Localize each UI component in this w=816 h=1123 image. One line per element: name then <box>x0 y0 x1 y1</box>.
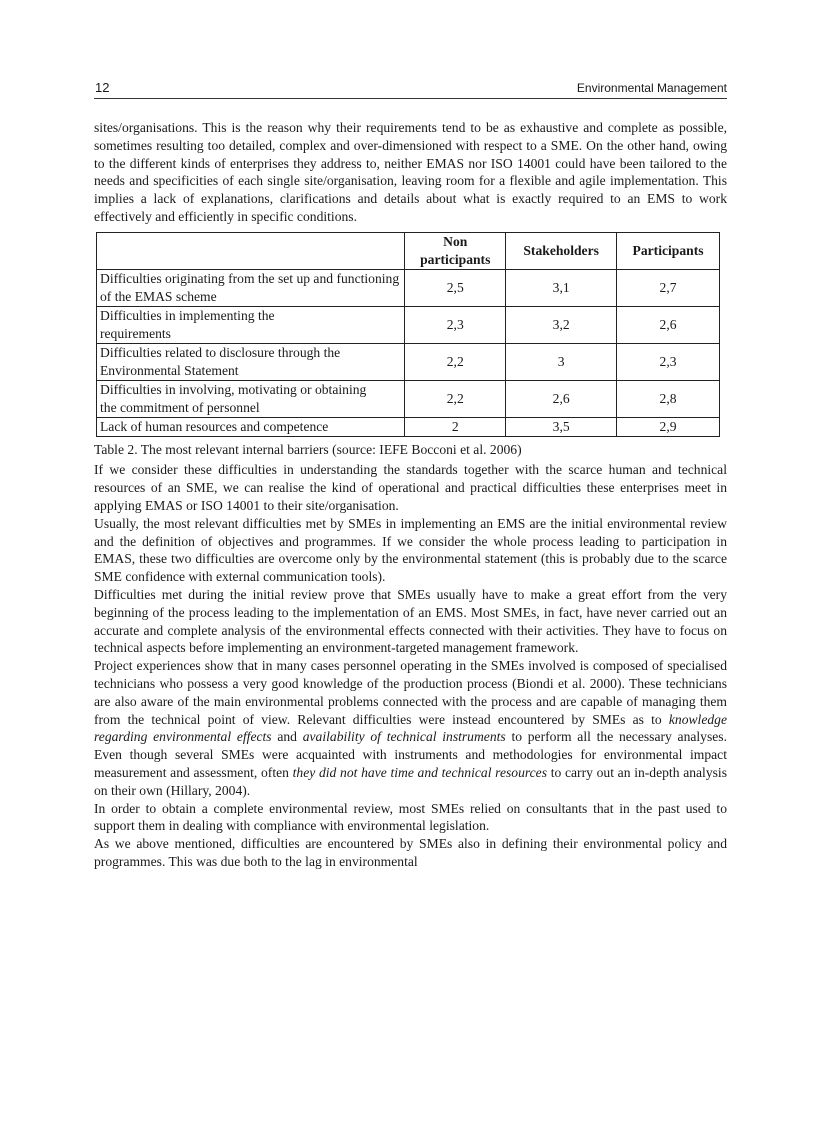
cell-value: 2,6 <box>506 380 617 417</box>
table-row <box>97 343 720 380</box>
paragraph-4-italic-3: they did not have time and technical resources <box>292 764 548 780</box>
cell-value: 2 <box>405 417 506 436</box>
table-header-blank <box>97 232 405 269</box>
paragraph-4-text-a: Project experiences show that in many cases personnel operating in the SMEs involved is composed of specialised technicians who possess a very good knowledge of the production process (Biondi et al. 2000). These technicians are also aware of the main environmental problems connected with the process and are capable of managing them from the technical point of view. Relevant difficulties were instead encountered by SMEs as to <box>94 658 727 727</box>
table-header-non-participants: Non participants <box>405 232 506 269</box>
paragraph-1: If we consider these difficulties in understanding the standards together with the scarce human and technical resources of an SME, we can realise the kind of operational and practical difficulties these enterprises meet in applying EMAS or ISO 14001 to their site/organisation. <box>94 462 727 513</box>
table-row <box>97 306 720 343</box>
barriers-table <box>96 232 720 437</box>
paragraph-4-text-c: to perform all the necessary analyses. Even though several SMEs were acquainted with instruments and methodologies for environmental impact measurement and assessment, often <box>94 729 727 780</box>
document-page <box>94 78 727 871</box>
paragraph-4-italic-2: availability of technical instruments <box>302 729 506 745</box>
paragraph-4-italic-1: knowledge regarding environmental effects <box>94 711 727 745</box>
row-label: Difficulties in implementing the requirements <box>97 306 405 343</box>
table-row <box>97 417 720 436</box>
table-header-row <box>97 232 720 269</box>
cell-value: 2,3 <box>405 306 506 343</box>
cell-value: 2,9 <box>617 417 720 436</box>
table-header-participants: Participants <box>617 232 720 269</box>
paragraph-4 <box>94 657 727 799</box>
cell-value: 3,2 <box>506 306 617 343</box>
table-header-stakeholders: Stakeholders <box>506 232 617 269</box>
paragraph-2: Usually, the most relevant difficulties met by SMEs in implementing an EMS are the initial environmental review and the definition of objectives and programmes. If we consider the whole process leading to participation in EMAS, these two difficulties are overcome only by the environmental statement (this is probably due to the scarce SME confidence with external communication tools). <box>94 515 727 585</box>
row-label: Lack of human resources and competence <box>97 417 405 436</box>
paragraph-6: As we above mentioned, difficulties are encountered by SMEs also in defining their environmental policy and programmes. This was due both to the lag in environmental <box>94 836 727 869</box>
row-label: Difficulties related to disclosure through the Environmental Statement <box>97 343 405 380</box>
running-header <box>94 78 727 99</box>
page-number: 12 <box>95 80 110 95</box>
paragraph-5: In order to obtain a complete environmental review, most SMEs relied on consultants that in the past used to support them in dealing with compliance with environmental legislation. <box>94 800 727 834</box>
row-label: Difficulties in involving, motivating or obtaining the commitment of personnel <box>97 380 405 417</box>
running-title: Environmental Management <box>576 81 727 95</box>
row-label: Difficulties originating from the set up and functioning of the EMAS scheme <box>97 269 405 306</box>
cell-value: 3 <box>506 343 617 380</box>
paragraph-4-text-b: and <box>271 729 303 745</box>
table-caption: Table 2. The most relevant internal barriers (source: IEFE Bocconi et al. 2006) <box>94 441 522 457</box>
cell-value: 2,2 <box>405 380 506 417</box>
cell-value: 2,6 <box>617 306 720 343</box>
paragraph-3: Difficulties met during the initial review prove that SMEs usually have to make a great effort from the very beginning of the process leading to the implementation of an EMS. Most SMEs, in fact, have never carried out an accurate and complete analysis of the environmental effects connected with their activities. They have to focus on technical aspects before implementing an environment-targeted management framework. <box>94 586 727 656</box>
cell-value: 2,3 <box>617 343 720 380</box>
cell-value: 3,1 <box>506 269 617 306</box>
table-row <box>97 269 720 306</box>
cell-value: 2,5 <box>405 269 506 306</box>
cell-value: 2,7 <box>617 269 720 306</box>
cell-value: 3,5 <box>506 417 617 436</box>
cell-value: 2,8 <box>617 380 720 417</box>
paragraph-4-text-d: to carry out an in-depth analysis on their own (Hillary, 2004). <box>94 764 727 798</box>
table-row <box>97 380 720 417</box>
intro-paragraph: sites/organisations. This is the reason why their requirements tend to be as exhaustive and complete as possible, sometimes resulting too detailed, complex and over-dimensioned with respect to a SME. On the other hand, owing to the different kinds of enterprises they address to, neither EMAS nor ISO 14001 could have been tailored to the needs and specificities of each single site/organisation, leaving room for a flexible and agile implementation. This implies a lack of explanations, clarifications and details about what is exactly required to an EMS to work effectively and efficiently in specific conditions. <box>94 120 727 224</box>
cell-value: 2,2 <box>405 343 506 380</box>
